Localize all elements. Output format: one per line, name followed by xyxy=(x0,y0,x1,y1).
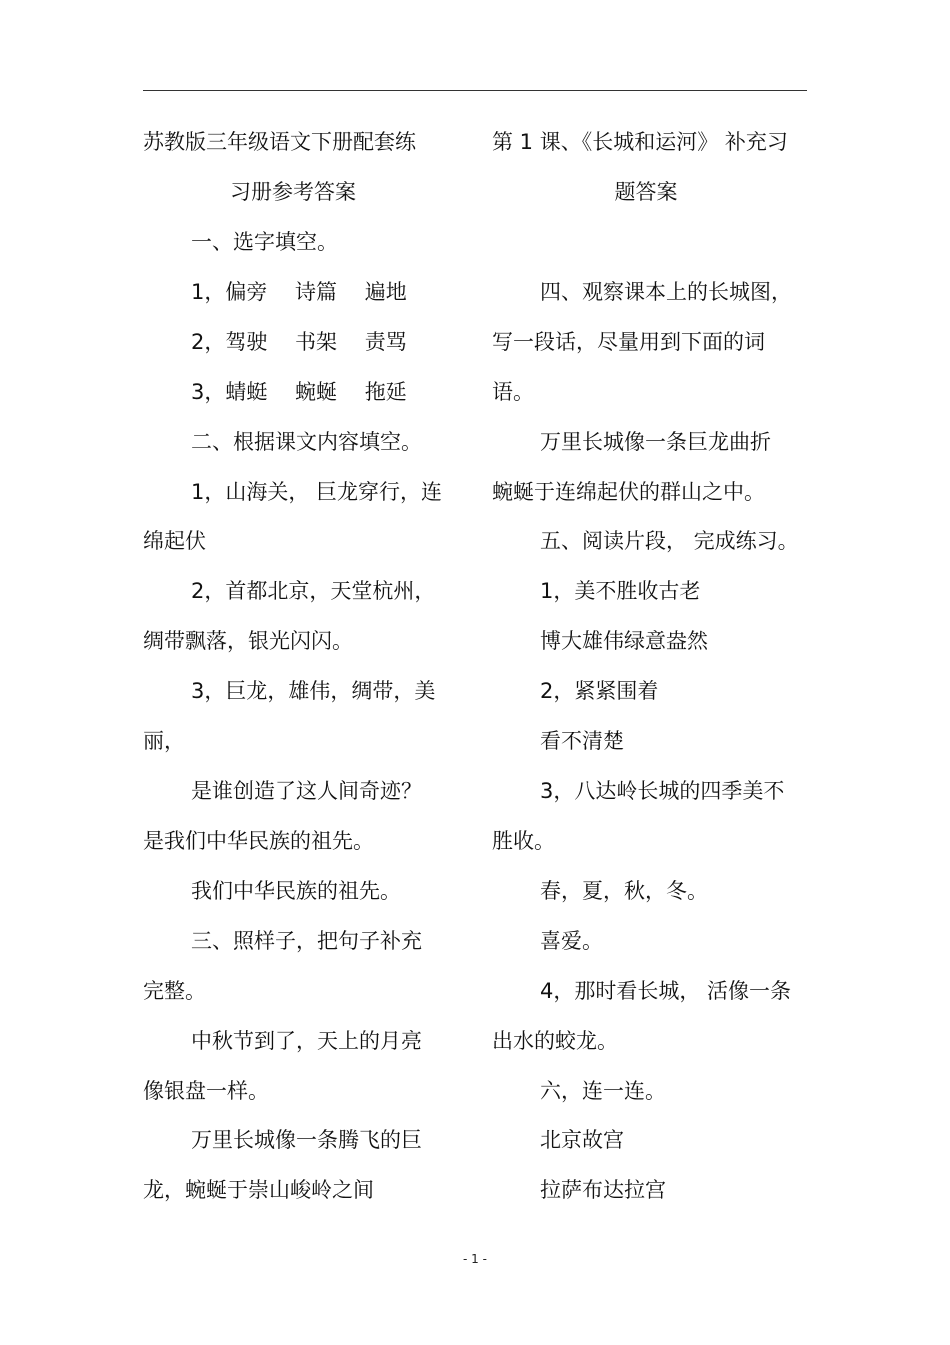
right-line: 拉萨布达拉宫 xyxy=(540,1178,666,1202)
left-line: 绵起伏 xyxy=(143,529,206,553)
left-line: 万里长城像一条腾飞的巨 xyxy=(191,1128,422,1152)
right-line: 万里长城像一条巨龙曲折 xyxy=(540,430,771,454)
right-line: 4，那时看长城， 活像一条 xyxy=(540,979,792,1003)
header-rule xyxy=(143,90,807,91)
left-line: 绸带飘落，银光闪闪。 xyxy=(143,629,353,653)
left-line: 二、根据课文内容填空。 xyxy=(191,430,422,454)
left-line: 像银盘一样。 xyxy=(143,1079,269,1103)
right-line: 六，连一连。 xyxy=(540,1079,666,1103)
right-line: 喜爱。 xyxy=(540,929,603,953)
right-line: 语。 xyxy=(492,380,534,404)
right-line: 1，美不胜收古老 xyxy=(540,579,701,603)
right-line: 3，八达岭长城的四季美不 xyxy=(540,779,785,803)
right-line: 春，夏，秋，冬。 xyxy=(540,879,708,903)
left-line: 中秋节到了，天上的月亮 xyxy=(191,1029,422,1053)
left-line: 3，巨龙，雄伟，绸带，美 xyxy=(191,679,436,703)
right-line: 题答案 xyxy=(614,180,678,204)
right-line: 四、观察课本上的长城图， xyxy=(540,280,792,304)
right-line: 博大雄伟绿意盎然 xyxy=(540,629,708,653)
right-line: 五、阅读片段， 完成练习。 xyxy=(540,529,799,553)
left-line: 1，偏旁 诗篇 遍地 xyxy=(191,280,407,304)
right-line: 2，紧紧围着 xyxy=(540,679,659,703)
left-line: 苏教版三年级语文下册配套练 xyxy=(143,130,416,154)
right-line: 北京故宫 xyxy=(540,1128,624,1152)
left-line: 3，蜻蜓 蜿蜒 拖延 xyxy=(191,380,407,404)
right-line: 写一段话，尽量用到下面的词 xyxy=(492,330,765,354)
right-line: 蜿蜒于连绵起伏的群山之中。 xyxy=(492,480,765,504)
right-line: 看不清楚 xyxy=(540,729,624,753)
right-line: 胜收。 xyxy=(492,829,555,853)
left-line: 习册参考答案 xyxy=(230,180,356,204)
left-line: 是谁创造了这人间奇迹？ xyxy=(191,779,422,803)
left-line: 是我们中华民族的祖先。 xyxy=(143,829,374,853)
left-line: 三、照样子，把句子补充 xyxy=(191,929,422,953)
left-line: 丽， xyxy=(143,729,185,753)
right-line: 出水的蛟龙。 xyxy=(492,1029,618,1053)
page-number: - 1 - xyxy=(463,1252,487,1266)
left-line: 2，驾驶 书架 责骂 xyxy=(191,330,407,354)
left-line: 完整。 xyxy=(143,979,206,1003)
right-line: 第 1 课、《长城和运河》 补充习 xyxy=(492,130,788,154)
left-line: 一、选字填空。 xyxy=(191,230,338,254)
left-line: 2，首都北京，天堂杭州， xyxy=(191,579,436,603)
left-line: 1，山海关， 巨龙穿行，连 xyxy=(191,480,443,504)
left-line: 龙，蜿蜒于崇山峻岭之间 xyxy=(143,1178,374,1202)
left-line: 我们中华民族的祖先。 xyxy=(191,879,401,903)
